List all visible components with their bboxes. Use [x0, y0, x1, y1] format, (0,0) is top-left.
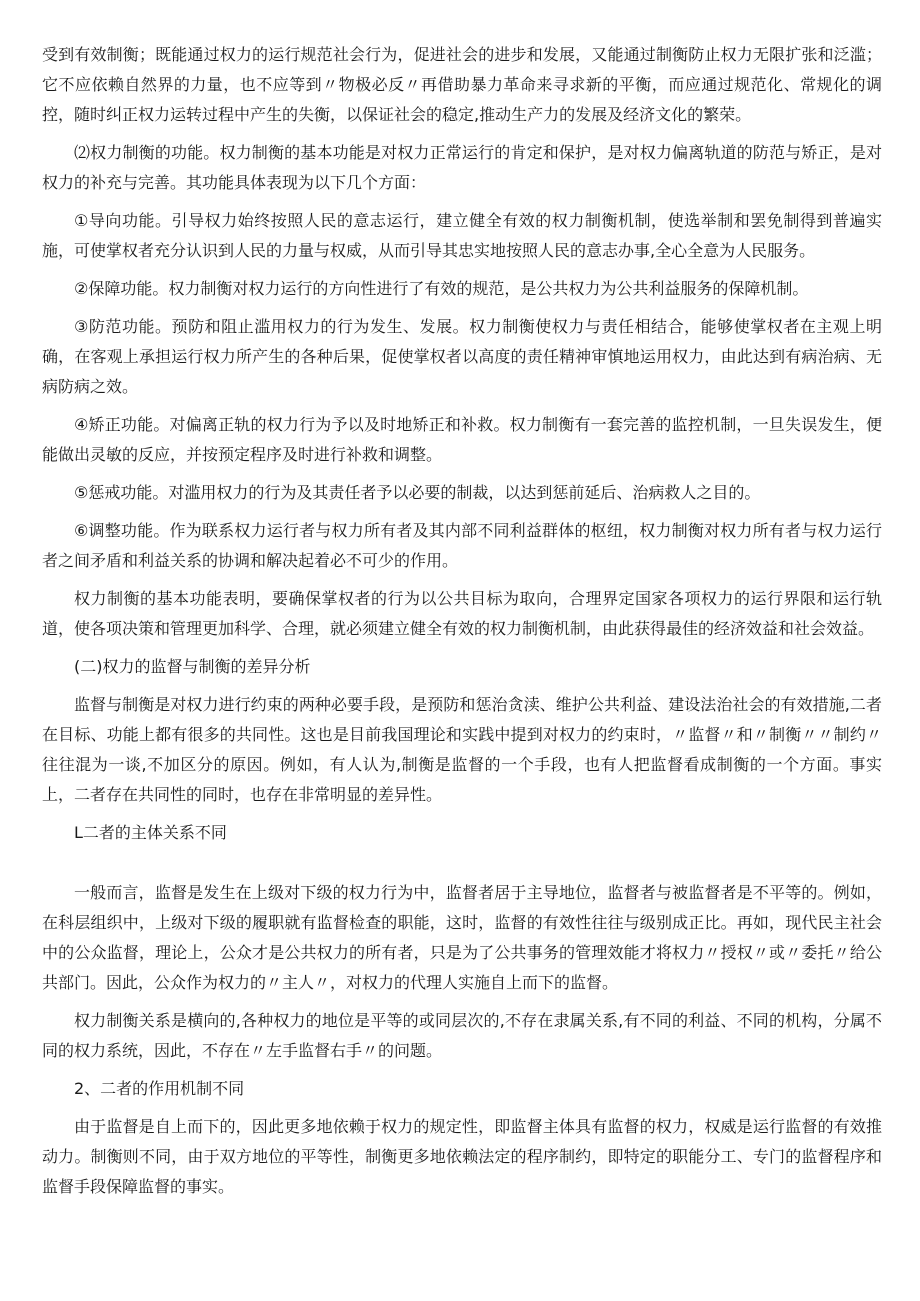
paragraph-mechanism: 由于监督是自上而下的，因此更多地依赖于权力的规定性，即监督主体具有监督的权力，权威是运行监督的有效推动力。制衡则不同，由于双方地位的平等性，制衡更多地依赖法定的程序制约，即特定的职能分工、专门的监督程序和监督手段保障监督的事实。 — [42, 1117, 882, 1196]
paragraph-continuation: 受到有效制衡；既能通过权力的运行规范社会行为，促进社会的进步和发展，又能通过制衡防止权力无限扩张和泛滥；它不应依赖自然界的力量，也不应等到〃物极必反〃再借助暴力革命来寻求新的平衡，而应通过规范化、常规化的调控，随时纠正权力运转过程中产生的失衡，以保证社会的稳定,推动生产力的发展及经济文化的繁荣。 — [42, 45, 882, 124]
paragraph-function-intro: ⑵权力制衡的功能。权力制衡的基本功能是对权力正常运行的肯定和保护，是对权力偏离轨道的防范与矫正，是对权力的补充与完善。其功能具体表现为以下几个方面： — [42, 143, 882, 192]
paragraph-guarantee-function: ②保障功能。权力制衡对权力运行的方向性进行了有效的规范，是公共权力为公共利益服务的保障机制。 — [74, 279, 809, 298]
document-page — [42, 40, 882, 1210]
paragraph-prevention-function: ③防范功能。预防和阻止滥用权力的行为发生、发展。权力制衡使权力与责任相结合，能够使掌权者在主观上明确，在客观上承担运行权力所产生的各种后果，促使掌权者以高度的责任精神审慎地运用权力，由此达到有病治病、无病防病之效。 — [42, 317, 882, 396]
paragraph-adjustment-function: ⑥调整功能。作为联系权力运行者与权力所有者及其内部不同利益群体的枢纽，权力制衡对权力所有者与权力运行者之间矛盾和利益关系的协调和解决起着必不可少的作用。 — [42, 521, 882, 570]
paragraph-function-summary: 权力制衡的基本功能表明，要确保掌权者的行为以公共目标为取向，合理界定国家各项权力的运行界限和运行轨道，使各项决策和管理更加科学、合理，就必须建立健全有效的权力制衡机制，由此获得最佳的经济效益和社会效益。 — [42, 589, 882, 638]
paragraph-difference-intro: 监督与制衡是对权力进行约束的两种必要手段，是预防和惩治贪渎、维护公共利益、建设法治社会的有效措施,二者在目标、功能上都有很多的共同性。这也是目前我国理论和实践中提到对权力的约束时，〃监督〃和〃制衡〃〃制约〃往往混为一谈,不加区分的原因。例如，有人认为,制衡是监督的一个手段，也有人把监督看成制衡的一个方面。事实上，二者存在共同性的同时，也存在非常明显的差异性。 — [42, 695, 882, 804]
paragraph-supervision-relationship: 一般而言，监督是发生在上级对下级的权力行为中，监督者居于主导地位，监督者与被监督者是不平等的。例如，在科层组织中，上级对下级的履职就有监督检查的职能，这时，监督的有效性往往与级别成正比。再如，现代民主社会中的公众监督，理论上，公众才是公共权力的所有者，只是为了公共事务的管理效能才将权力〃授权〃或〃委托〃给公共部门。因此，公众作为权力的〃主人〃，对权力的代理人实施自上而下的监督。 — [42, 883, 882, 992]
paragraph-correction-function: ④矫正功能。对偏离正轨的权力行为予以及时地矫正和补救。权力制衡有一套完善的监控机制，一旦失误发生，便能做出灵敏的反应，并按预定程序及时进行补救和调整。 — [42, 415, 882, 464]
section-heading-difference-analysis: (二)权力的监督与制衡的差异分析 — [74, 657, 311, 676]
paragraph-punishment-function: ⑤惩戒功能。对滥用权力的行为及其责任者予以必要的制裁，以达到惩前延后、治病救人之目的。 — [74, 483, 761, 502]
paragraph-balance-relationship: 权力制衡关系是横向的,各种权力的地位是平等的或同层次的,不存在隶属关系,有不同的利益、不同的机构，分属不同的权力系统，因此，不存在〃左手监督右手〃的问题。 — [42, 1011, 882, 1060]
paragraph-guide-function: ①导向功能。引导权力始终按照人民的意志运行，建立健全有效的权力制衡机制，使选举制和罢免制得到普遍实施，可使掌权者充分认识到人民的力量与权威，从而引导其忠实地按照人民的意志办事,全心全意为人民服务。 — [42, 211, 882, 260]
subheading-mechanism: 2、二者的作用机制不同 — [74, 1079, 245, 1098]
subheading-subject-relationship: L二者的主体关系不同 — [74, 823, 227, 842]
